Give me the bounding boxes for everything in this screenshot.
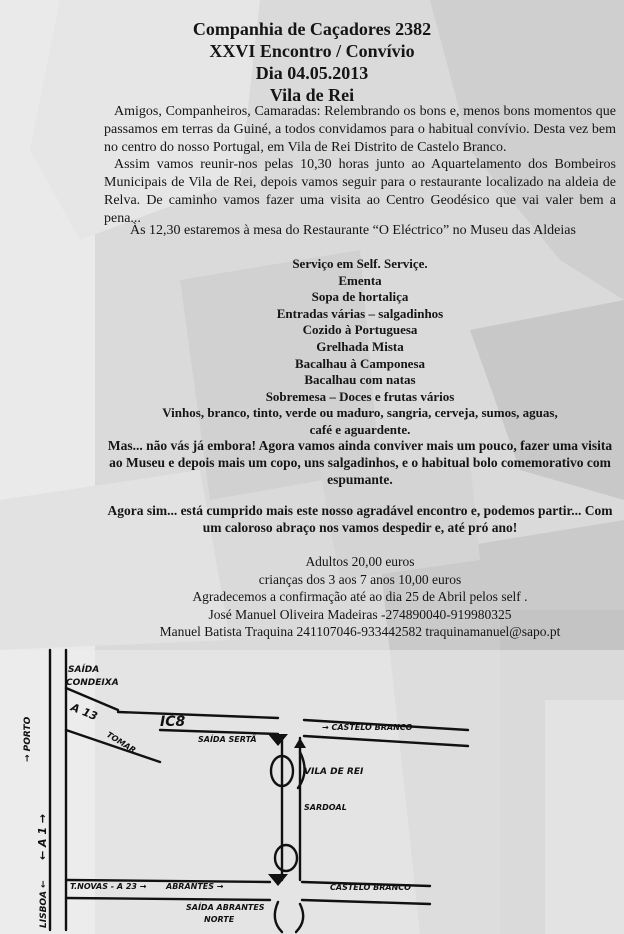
arrow-up-icon (294, 738, 306, 748)
header-event: XXVI Encontro / Convívio (209, 41, 415, 61)
map-label-saida-abrantes: SAÍDA ABRANTES (186, 903, 265, 912)
contact-madeiras: José Manuel Oliveira Madeiras -274890040-919980325 (208, 606, 512, 622)
menu-item: café e aguardente. (309, 421, 411, 437)
route-map (0, 636, 624, 934)
menu-item: Bacalhau à Camponesa (294, 355, 426, 371)
map-label-vila-de-rei: VILA DE REI (304, 767, 364, 777)
map-label-porto: → PORTO (23, 716, 33, 762)
map-label-sardoal: SARDOAL (304, 803, 347, 812)
menu-item: Vinhos, branco, tinto, verde ou maduro, sangria, cerveja, sumos, aguas, (162, 405, 558, 421)
map-label-a13: A 13 (68, 700, 100, 724)
map-label-lisboa: LISBOA ← (39, 880, 49, 928)
map-label-saida-serta: SAÍDA SERTÃ (198, 735, 257, 744)
confirmation-note: Agradecemos a confirmação até ao dia 25 de Abril pelos self . (192, 589, 528, 604)
header-date: Dia 04.05.2013 (255, 63, 369, 83)
header-company: Companhia de Caçadores 2382 (192, 19, 432, 39)
header-location: Vila de Rei (269, 85, 355, 105)
arrow-down-icon (268, 734, 288, 746)
menu-item: Entradas várias – salgadinhos (276, 305, 444, 321)
map-label-abrantes: ABRANTES → (166, 882, 224, 891)
map-label-condeixa: CONDEIXA (66, 678, 119, 688)
map-label-a1: ← A 1 → (36, 813, 49, 860)
menu-item: Grelhada Mista (316, 338, 404, 354)
map-label-castelo-branco-top: → CASTELO BRANCO (322, 723, 413, 732)
message-museum: Mas... não vás já embora! Agora vamos ainda conviver mais um pouco, fazer uma visita ao Museu e depois mais um copo, uns salgadinhos, e o habitual bolo comemorativo com espumante. (107, 438, 613, 487)
intro-paragraph-1: Amigos, Companheiros, Camaradas: Relembrando os bons e, menos bons momentos que passamos em terras da Guiné, a todos convidamos para o habitual convívio. Desta vez bem no centro do nosso Portugal, em Vila de Rei Distrito de Castelo Branco. (104, 104, 616, 155)
contact-traquina: Manuel Batista Traquina 241107046-933442582 traquinamanuel@sapo.pt (159, 624, 561, 639)
menu-item: Cozido à Portuguesa (302, 322, 418, 338)
menu-item: Sopa de hortaliça (311, 289, 409, 305)
price-children: crianças dos 3 aos 7 anos 10,00 euros (258, 571, 462, 587)
intro-paragraph-3: Às 12,30 estaremos à mesa do Restaurante “O Eléctrico” no Museu das Aldeias (130, 223, 576, 238)
price-adults: Adultos 20,00 euros (305, 554, 415, 569)
menu-item: Bacalhau com natas (304, 372, 416, 388)
message-farewell: Agora sim... está cumprido mais este nosso agradável encontro e, podemos partir... Com um caloroso abraço nos vamos despedir e, até pró ano! (107, 503, 613, 535)
menu-list (100, 256, 620, 439)
map-label-castelo-branco-bottom: CASTELO BRANCO (330, 883, 411, 892)
map-label-norte: NORTE (204, 915, 235, 924)
menu-item: Serviço em Self. Serviçe. (292, 256, 428, 271)
menu-item: Sobremesa – Doces e frutas vários (265, 388, 455, 404)
intro-paragraph-2: Assim vamos reunir-nos pelas 10,30 horas junto ao Aquartelamento dos Bombeiros Municipais de Vila de Rei, depois vamos seguir para o restaurante localizado na aldeia de Relva. De caminho vamos fazer uma visita ao Centro Geodésico que vai valer bem a pena... (104, 157, 616, 226)
map-label-saida: SAÍDA (68, 665, 100, 675)
map-label-tnovas: T.NOVAS - A 23 → (70, 882, 147, 891)
arrow-down-icon (268, 874, 288, 886)
map-label-tomar: TOMAR (104, 730, 138, 755)
price-and-contacts (100, 553, 620, 641)
menu-item: Ementa (338, 272, 382, 288)
map-label-ic8: IC8 (160, 714, 186, 730)
